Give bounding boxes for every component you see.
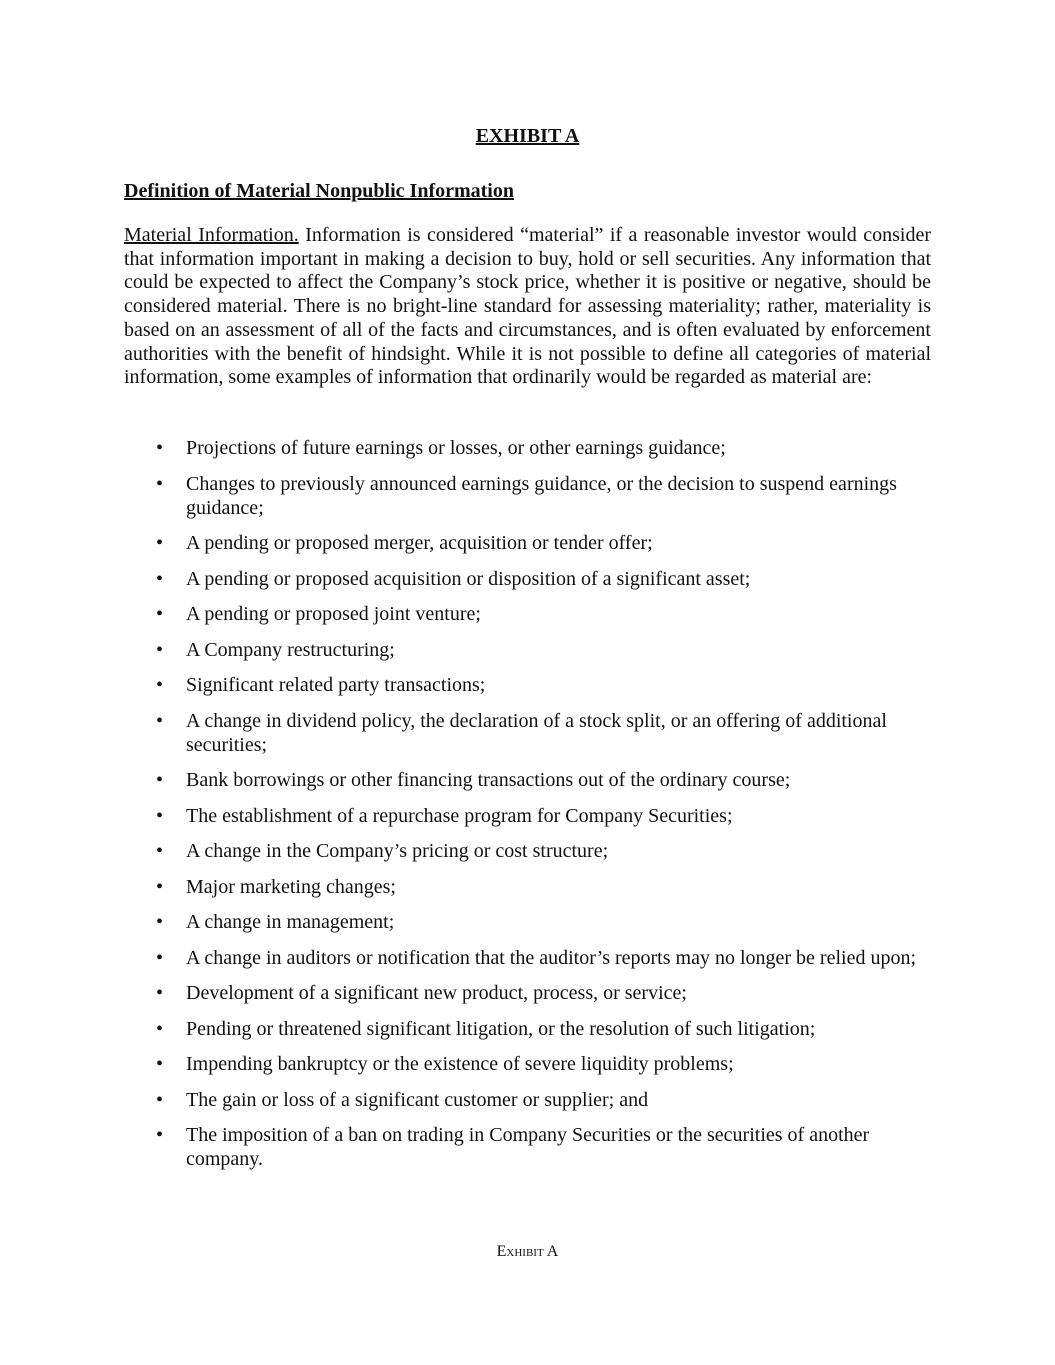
bullet-icon: • [156, 603, 164, 625]
list-item [124, 602, 931, 626]
list-item-text: A pending or proposed acquisition or disposition of a significant asset; [186, 567, 751, 590]
list-item [124, 1088, 931, 1112]
list-item [124, 981, 931, 1005]
list-item [124, 839, 931, 863]
list-item-text: A pending or proposed joint venture; [186, 603, 481, 625]
exhibit-title: EXHIBIT A [475, 125, 580, 147]
list-item [124, 1017, 931, 1041]
list-item [124, 638, 931, 662]
bullet-icon: • [156, 1053, 164, 1075]
list-item [124, 1123, 931, 1171]
list-item-text: Pending or threatened significant litigation, or the resolution of such litigation; [186, 1017, 816, 1040]
list-item-text: A pending or proposed merger, acquisition or tender offer; [186, 532, 653, 554]
bullet-icon: • [156, 674, 164, 696]
bullet-icon: • [156, 532, 164, 554]
list-item [124, 709, 931, 757]
page-footer: Exhibit A [496, 1243, 559, 1260]
list-item-text: A change in management; [186, 911, 395, 933]
list-item-text: The imposition of a ban on trading in Company Securities or the securities of another company. [186, 1124, 870, 1170]
bullet-icon: • [156, 875, 164, 898]
bullet-icon: • [156, 472, 164, 495]
list-item-text: Significant related party transactions; [186, 674, 486, 696]
bullet-icon: • [156, 804, 164, 827]
list-item [124, 472, 931, 520]
bullet-icon: • [156, 911, 164, 933]
bullet-icon: • [156, 1088, 164, 1111]
examples-list [124, 436, 931, 1183]
section-heading: Definition of Material Nonpublic Information [124, 180, 514, 202]
material-information-paragraph [124, 224, 931, 390]
list-item [124, 875, 931, 899]
bullet-icon: • [156, 1017, 164, 1040]
list-item-text: A change in auditors or notification that the auditor’s reports may no longer be relied upon; [186, 946, 916, 969]
bullet-icon: • [156, 1124, 164, 1146]
list-item [124, 531, 931, 555]
list-item-text: The gain or loss of a significant customer or supplier; and [186, 1088, 649, 1111]
list-item [124, 804, 931, 828]
bullet-icon: • [156, 638, 164, 661]
list-item-text: A change in the Company’s pricing or cost structure; [186, 840, 609, 862]
list-item [124, 910, 931, 934]
bullet-icon: • [156, 709, 164, 732]
list-item [124, 673, 931, 697]
bullet-icon: • [156, 769, 164, 791]
list-item-text: Major marketing changes; [186, 875, 396, 898]
list-item-text: A change in dividend policy, the declaration of a stock split, or an offering of additional securities; [186, 709, 887, 756]
list-item-text: The establishment of a repurchase program for Company Securities; [186, 804, 733, 827]
list-item [124, 436, 931, 460]
bullet-icon: • [156, 946, 164, 969]
list-item [124, 1052, 931, 1076]
paragraph-text: Information is considered “material” if a reasonable investor would consider that information important in making a decision to buy, hold or sell securities. Any information that could be expected to affect the Company’s stock price, whether it is positive or negative, should be considered material. There is no bright-line standard for assessing materiality; rather, materiality is based on an assessment of all of the facts and circumstances, and is often evaluated by enforcement authorities with the benefit of hindsight. While it is not possible to define all categories of material information, some examples of information that ordinarily would be regarded as material are: [124, 224, 931, 389]
list-item [124, 567, 931, 591]
list-item [124, 768, 931, 792]
paragraph-lead-label: Material Information. [124, 224, 299, 246]
list-item [124, 946, 931, 970]
list-item-text: Projections of future earnings or losses, or other earnings guidance; [186, 437, 726, 459]
list-item-text: Bank borrowings or other financing transactions out of the ordinary course; [186, 769, 791, 791]
bullet-icon: • [156, 840, 164, 862]
list-item-text: Changes to previously announced earnings guidance, or the decision to suspend earnings guidance; [186, 472, 897, 519]
list-item-text: Impending bankruptcy or the existence of severe liquidity problems; [186, 1053, 734, 1075]
bullet-icon: • [156, 437, 164, 459]
list-item-text: Development of a significant new product, process, or service; [186, 982, 687, 1004]
bullet-icon: • [156, 567, 164, 590]
list-item-text: A Company restructuring; [186, 638, 395, 661]
bullet-icon: • [156, 982, 164, 1004]
